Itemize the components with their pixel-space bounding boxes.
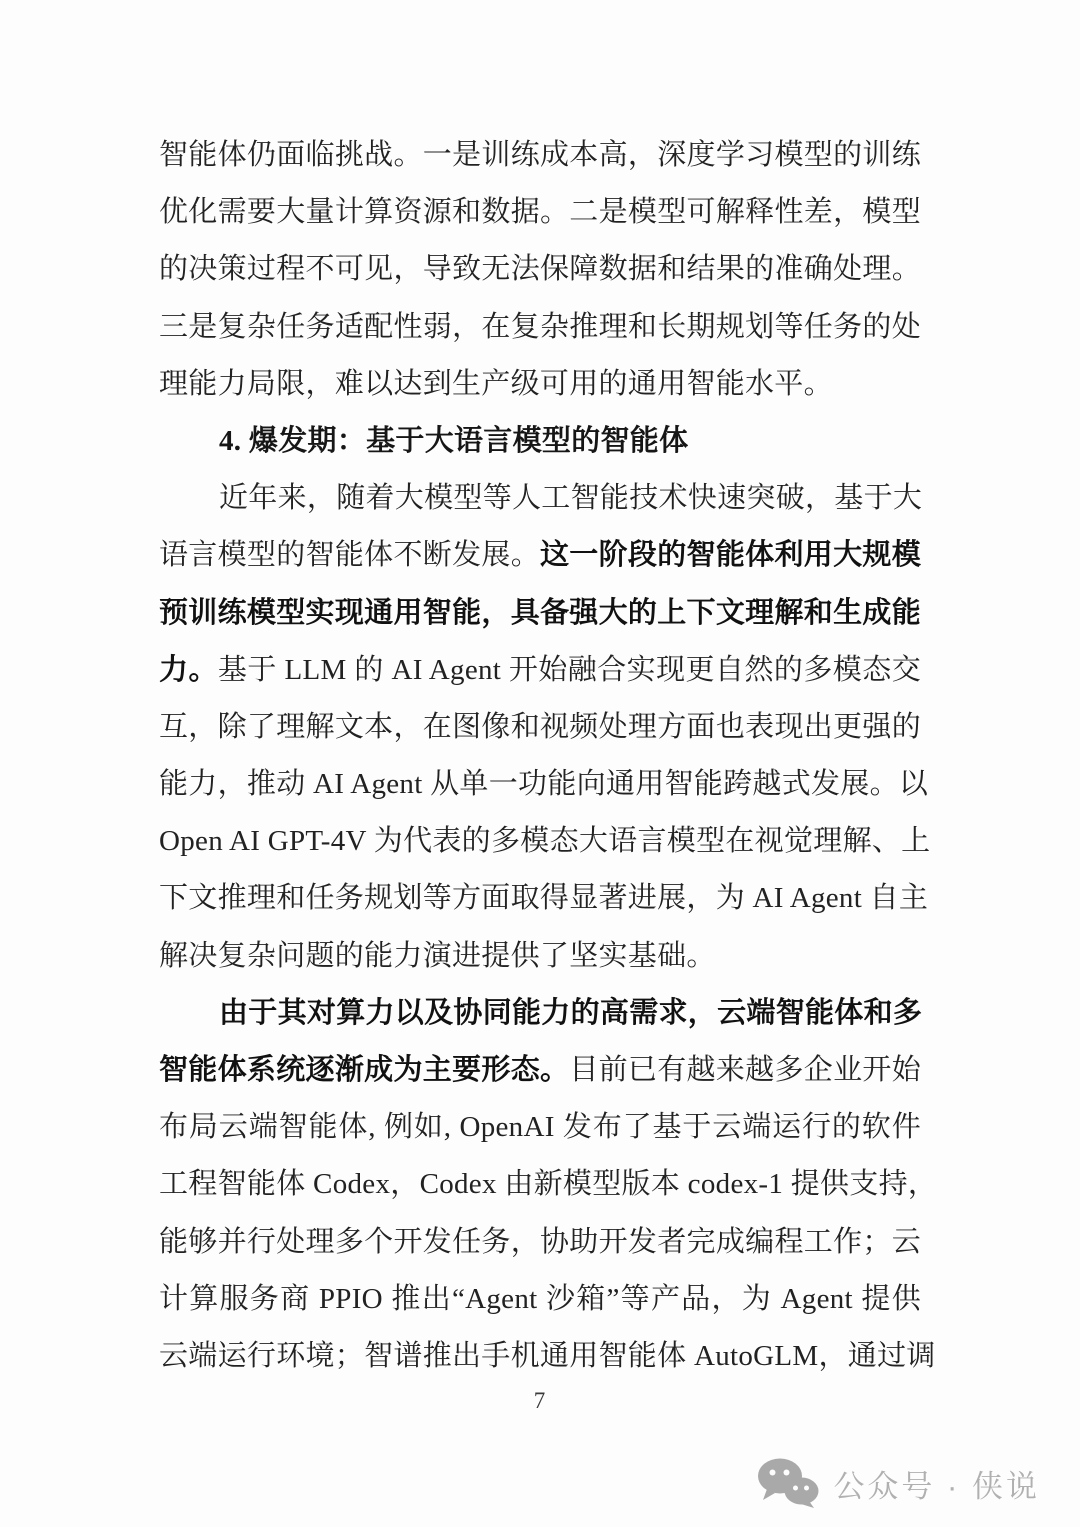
watermark-badge — [757, 1458, 1040, 1508]
text-line — [159, 985, 921, 1042]
text-line — [159, 1156, 938, 1213]
text-run: 布局云端智能体, 例如, OpenAI 发布了基于云端运行的软件 — [159, 1111, 921, 1144]
text-line — [159, 928, 921, 985]
text-run: 的决策过程不可见，导致无法保障数据和结果的准确处理。 — [159, 253, 921, 286]
bold-text-run: 由于其对算力以及协同能力的高需求，云端智能体和多 — [219, 996, 923, 1029]
text-line — [159, 699, 921, 756]
text-run: 下文推理和任务规划等方面取得显著进展，为 AI Agent 自主 — [159, 882, 929, 915]
document-body — [159, 127, 938, 1385]
text-line — [159, 1214, 921, 1271]
text-run: 解决复杂问题的能力演进提供了坚实基础。 — [159, 939, 716, 972]
text-line — [159, 642, 921, 699]
page-number: 7 — [533, 1388, 547, 1413]
text-run: 基于 LLM 的 AI Agent 开始融合实现更自然的多模态交 — [217, 653, 921, 686]
text-line — [159, 299, 921, 356]
bold-text-run: 预训练模型实现通用智能，具备强大的上下文理解和生成能 — [159, 596, 921, 629]
text-line — [159, 813, 931, 870]
text-line — [159, 1328, 936, 1385]
bold-text-run: 智能体系统逐渐成为主要形态。 — [159, 1054, 570, 1086]
bold-text-run: 这一阶段的智能体利用大规模 — [540, 539, 921, 572]
text-line — [159, 1042, 921, 1099]
text-run: 优化需要大量计算资源和数据。二是模型可解释性差，模型 — [159, 196, 921, 229]
text-run: 计算服务商 PPIO 推出“Agent 沙箱”等产品，为 Agent 提供 — [159, 1282, 921, 1315]
text-line — [159, 184, 921, 241]
text-run: 工程智能体 Codex，Codex 由新模型版本 codex-1 提供支持， — [159, 1168, 938, 1201]
bold-text-run: 力。 — [159, 653, 218, 686]
text-line — [159, 756, 929, 813]
watermark-label: 公众号 · 侠说 — [833, 1468, 1040, 1504]
wechat-icon — [757, 1458, 819, 1508]
text-line — [159, 527, 921, 584]
text-run: 智能体仍面临挑战。一是训练成本高，深度学习模型的训练 — [159, 139, 921, 171]
text-line — [159, 1099, 921, 1156]
text-line — [159, 1271, 921, 1328]
text-run: 近年来，随着大模型等人工智能技术快速突破，基于大 — [219, 482, 923, 515]
text-run: 理能力局限，难以达到生产级可用的通用智能水平。 — [159, 367, 833, 400]
text-line — [159, 241, 921, 298]
text-line — [159, 470, 921, 527]
text-line — [159, 870, 929, 927]
text-run: 能够并行处理多个开发任务，协助开发者完成编程工作；云 — [159, 1225, 921, 1258]
text-run: 云端运行环境；智谱推出手机通用智能体 AutoGLM，通过调 — [159, 1339, 936, 1372]
section-heading — [159, 413, 921, 470]
text-run: 4. 爆发期：基于大语言模型的智能体 — [219, 424, 689, 457]
text-line — [159, 585, 921, 642]
text-line — [159, 127, 921, 184]
text-line — [159, 356, 921, 413]
text-run: 目前已有越来越多企业开始 — [569, 1054, 921, 1086]
text-run: 互，除了理解文本，在图像和视频处理方面也表现出更强的 — [159, 710, 921, 743]
text-run: Open AI GPT-4V 为代表的多模态大语言模型在视觉理解、上 — [159, 825, 931, 858]
text-run: 语言模型的智能体不断发展。 — [159, 539, 540, 572]
text-run: 三是复杂任务适配性弱，在复杂推理和长期规划等任务的处 — [159, 310, 921, 343]
text-run: 能力，推动 AI Agent 从单一功能向通用智能跨越式发展。以 — [159, 768, 929, 801]
